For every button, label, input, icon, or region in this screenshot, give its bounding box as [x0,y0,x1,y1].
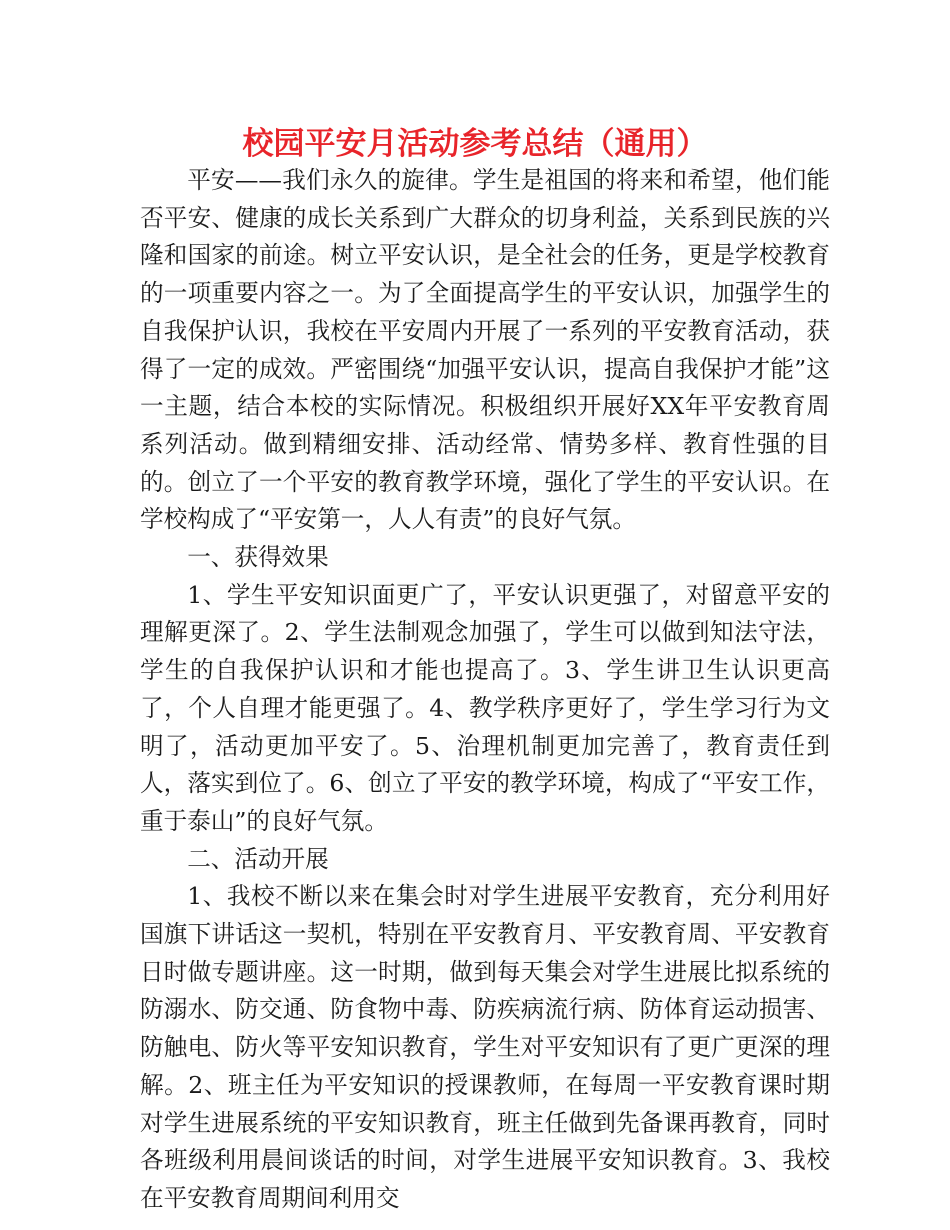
document-body [140,162,830,1218]
document-title: 校园平安月活动参考总结（通用） [242,126,708,162]
section-heading-activities: 二、活动开展 [187,844,329,873]
intro-paragraph: 平安——我们永久的旋律。学生是祖国的将来和希望，他们能否平安、健康的成长关系到广大群众的切身利益，关系到民族的兴隆和国家的前途。树立平安认识，是全社会的任务，更是学校教育的一项重要内容之一。为了全面提高学生的平安认识，加强学生的自我保护认识，我校在平安周内开展了一系列的平安教育活动，获得了一定的成效。严密围绕“加强平安认识，提高自我保护才能”这一主题，结合本校的实际情况。积极组织开展好XX年平安教育周系列活动。做到精细安排、活动经常、情势多样、教育性强的目的。创立了一个平安的教育教学环境，强化了学生的平安认识。在学校构成了“平安第一，人人有责”的良好气氛。 [140,166,830,534]
section-heading-results: 一、获得效果 [187,543,329,572]
activities-paragraph: 1、我校不断以来在集会时对学生进展平安教育，充分利用好国旗下讲话这一契机，特别在平安教育月、平安教育周、平安教育日时做专题讲座。这一时期，做到每天集会对学生进展比拟系统的防溺水、防交通、防食物中毒、防疾病流行病、防体育运动损害、防触电、防火等平安知识教育，学生对平安知识有了更广更深的理解。2、班主任为平安知识的授课教师，在每周一平安教育课时期对学生进展系统的平安知识教育，班主任做到先备课再教育，同时各班级利用晨间谈话的时间，对学生进展平安知识教育。3、我校在平安教育周期间利用交 [140,882,830,1212]
results-paragraph: 1、学生平安知识面更广了，平安认识更强了，对留意平安的理解更深了。2、学生法制观念加强了，学生可以做到知法守法，学生的自我保护认识和才能也提高了。3、学生讲卫生认识更高了，个人自理才能更强了。4、教学秩序更好了，学生学习行为文明了，活动更加平安了。5、治理机制更加完善了，教育责任到人，落实到位了。6、创立了平安的教学环境，构成了“平安工作，重于泰山”的良好气氛。 [140,580,830,835]
